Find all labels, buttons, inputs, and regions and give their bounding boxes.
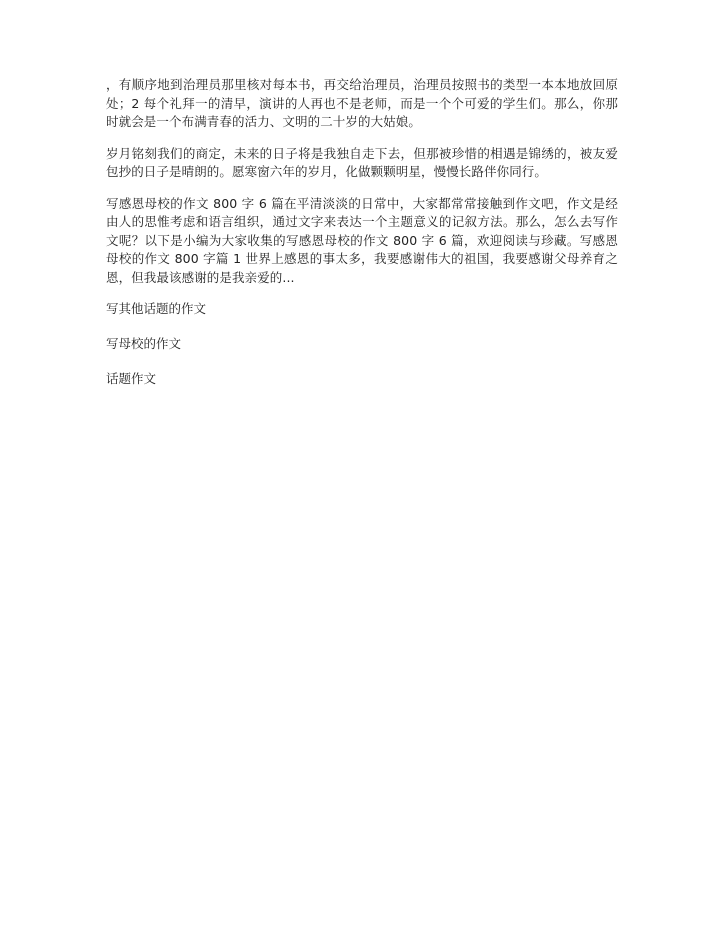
link-topic-essay[interactable]: 话题作文 [106, 371, 157, 386]
link-other-topic-essay[interactable]: 写其他话题的作文 [106, 301, 207, 316]
document-body [106, 76, 618, 405]
paragraph-years-promise: 岁月铭刻我们的商定，未来的日子将是我独自走下去，但那被珍惜的相遇是锦绣的，被友爱包抄的日子是晴朗的。愿寒窗六年的岁月，化做颗颗明星，慢慢长路伴你同行。 [106, 145, 618, 179]
paragraph-library-duty: ，有顺序地到治理员那里核对每本书，再交给治理员，治理员按照书的类型一本本地放回原处；2 每个礼拜一的清早，演讲的人再也不是老师，而是一个个可爱的学生们。那么，你那时就会是一个布满青春的活力、文明的二十岁的大姑娘。 [106, 77, 618, 129]
link-alma-mater-essay[interactable]: 写母校的作文 [106, 336, 182, 351]
paragraph-essay-intro: 写感恩母校的作文 800 字 6 篇在平清淡淡的日常中，大家都常常接触到作文吧，作文是经由人的思惟考虑和语言组织，通过文字来表达一个主题意义的记叙方法。那么，怎么去写作文呢？以下是小编为大家收集的写感恩母校的作文 800 字 6 篇，欢迎阅读与珍藏。写感恩母校的作文 800 字篇 1 世界上感恩的事太多，我要感谢伟大的祖国，我要感谢父母养育之恩，但我最该感谢的是我亲爱的... [106, 195, 618, 285]
